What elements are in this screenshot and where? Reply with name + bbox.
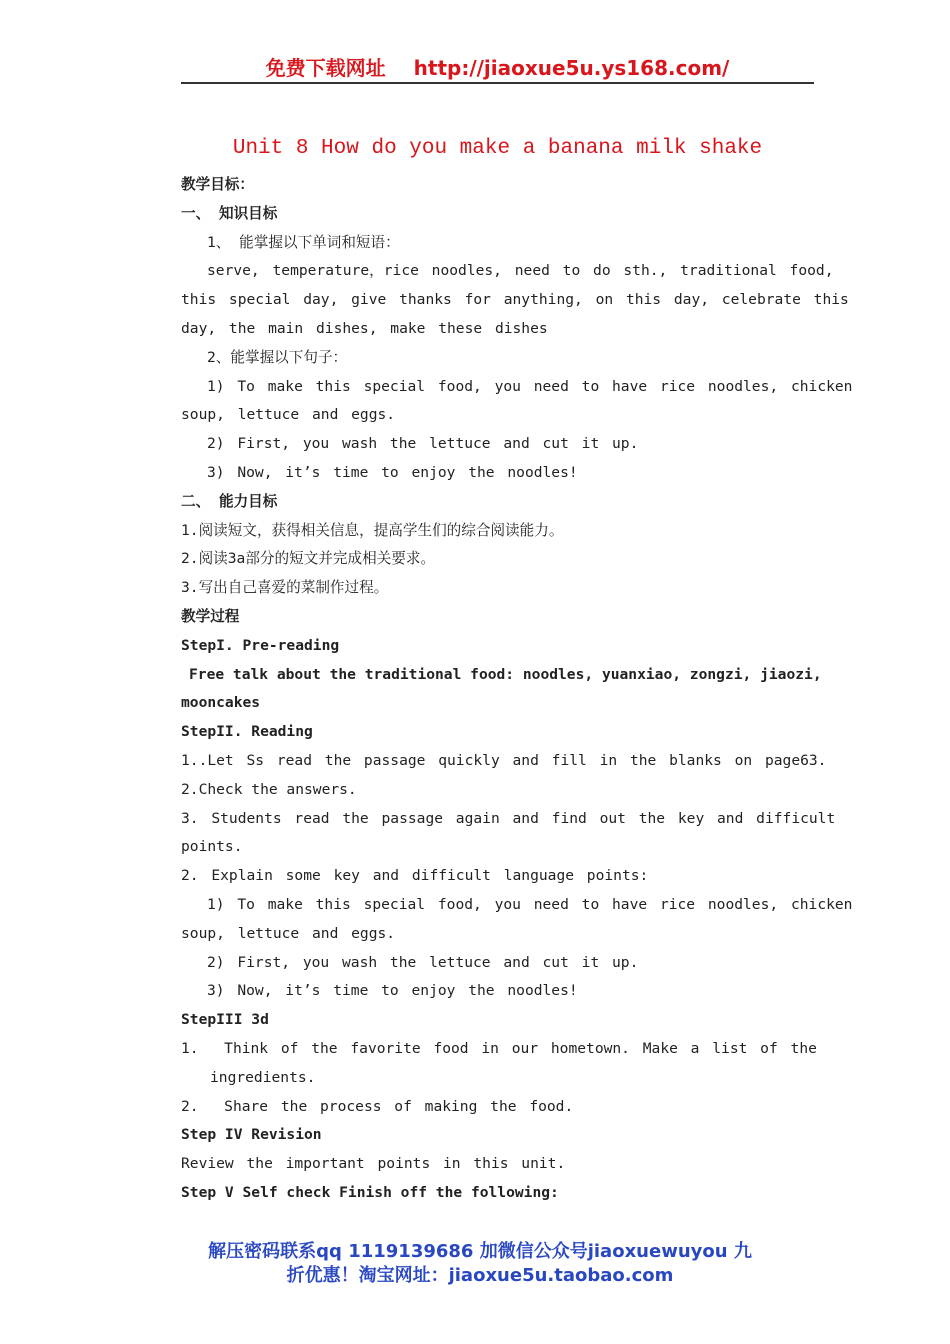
step2-heading: StepII. Reading — [181, 723, 313, 741]
footer-line: 折优惠！淘宝网址：jiaoxue5u.taobao.com — [286, 1265, 674, 1286]
ability-item: 1.阅读短文，获得相关信息，提高学生们的综合阅读能力。 — [181, 521, 564, 539]
step3-item-number: 1. — [181, 1039, 199, 1057]
step1-text: Free talk about the traditional food: noodles, yuanxiao, zongzi, jiaozi, — [189, 665, 822, 683]
page-title: Unit 8 How do you make a banana milk shake — [232, 137, 763, 160]
page-header — [181, 52, 814, 84]
sentence-line: 3) Now, it’s time to enjoy the noodles! — [207, 463, 578, 481]
step3-heading: StepIII 3d — [181, 1011, 269, 1029]
step2-sentence: 1) To make this special food, you need to have rice noodles, chicken — [207, 895, 853, 913]
step3-item-cont: ingredients. — [210, 1068, 316, 1086]
step3-item — [181, 1093, 801, 1122]
step3-item — [181, 1035, 817, 1064]
step2-sentence: soup, lettuce and eggs. — [181, 924, 396, 942]
step2-item: 1..Let Ss read the passage quickly and fill in the blanks on page63. — [181, 751, 827, 769]
footer-line: 解压密码联系qq 1119139686 加微信公众号jiaoxuewuyou 九 — [208, 1241, 752, 1262]
sentence-line: 2) First, you wash the lettuce and cut it up. — [207, 435, 639, 453]
ability-goals-heading: 二、 能力目标 — [181, 492, 278, 510]
step2-item: 3. Students read the passage again and find out the key and difficult — [181, 809, 836, 827]
step3-item-text: Share the process of making the food. — [224, 1097, 574, 1115]
page-footer — [160, 1240, 800, 1288]
sentence-intro: 2、能掌握以下句子： — [207, 348, 348, 366]
ability-item: 2.阅读3a部分的短文并完成相关要求。 — [181, 550, 436, 568]
ability-item: 3.写出自己喜爱的菜制作过程。 — [181, 579, 389, 597]
step4-heading: Step IV Revision — [181, 1126, 322, 1144]
document-body — [181, 171, 853, 1208]
step3-item-number: 2. — [181, 1097, 199, 1115]
step3-item-text: Think of the favorite food in our hometown. Make a list of the — [224, 1039, 817, 1057]
vocab-line: day, the main dishes, make these dishes — [181, 319, 548, 337]
knowledge-goals-heading: 一、 知识目标 — [181, 204, 278, 222]
goals-heading: 教学目标： — [181, 176, 254, 193]
step5-heading: Step V Self check Finish off the following: — [181, 1183, 559, 1201]
step2-sentence: 2) First, you wash the lettuce and cut it up. — [207, 953, 639, 971]
header-url-link[interactable]: http://jiaoxue5u.ys168.com/ — [413, 56, 730, 80]
vocab-line: serve, temperature，rice noodles, need to do sth., traditional food, — [207, 262, 834, 280]
sentence-line: 1) To make this special food, you need to have rice noodles, chicken — [207, 377, 853, 395]
step4-text: Review the important points in this unit. — [181, 1155, 566, 1173]
step2-item: points. — [181, 838, 243, 856]
step2-sentence: 3) Now, it’s time to enjoy the noodles! — [207, 982, 578, 1000]
vocab-intro: 1、 能掌握以下单词和短语： — [207, 233, 400, 251]
step2-item: 2. Explain some key and difficult language points: — [181, 867, 649, 885]
sentence-line: soup, lettuce and eggs. — [181, 406, 396, 424]
step1-heading: StepI. Pre-reading — [181, 636, 340, 654]
header-label: 免费下载网址 — [265, 56, 386, 80]
step1-text: mooncakes — [181, 694, 261, 712]
process-heading: 教学过程 — [181, 607, 240, 625]
vocab-line: this special day, give thanks for anything, on this day, celebrate this — [181, 291, 849, 309]
step2-item: 2.Check the answers. — [181, 780, 357, 798]
